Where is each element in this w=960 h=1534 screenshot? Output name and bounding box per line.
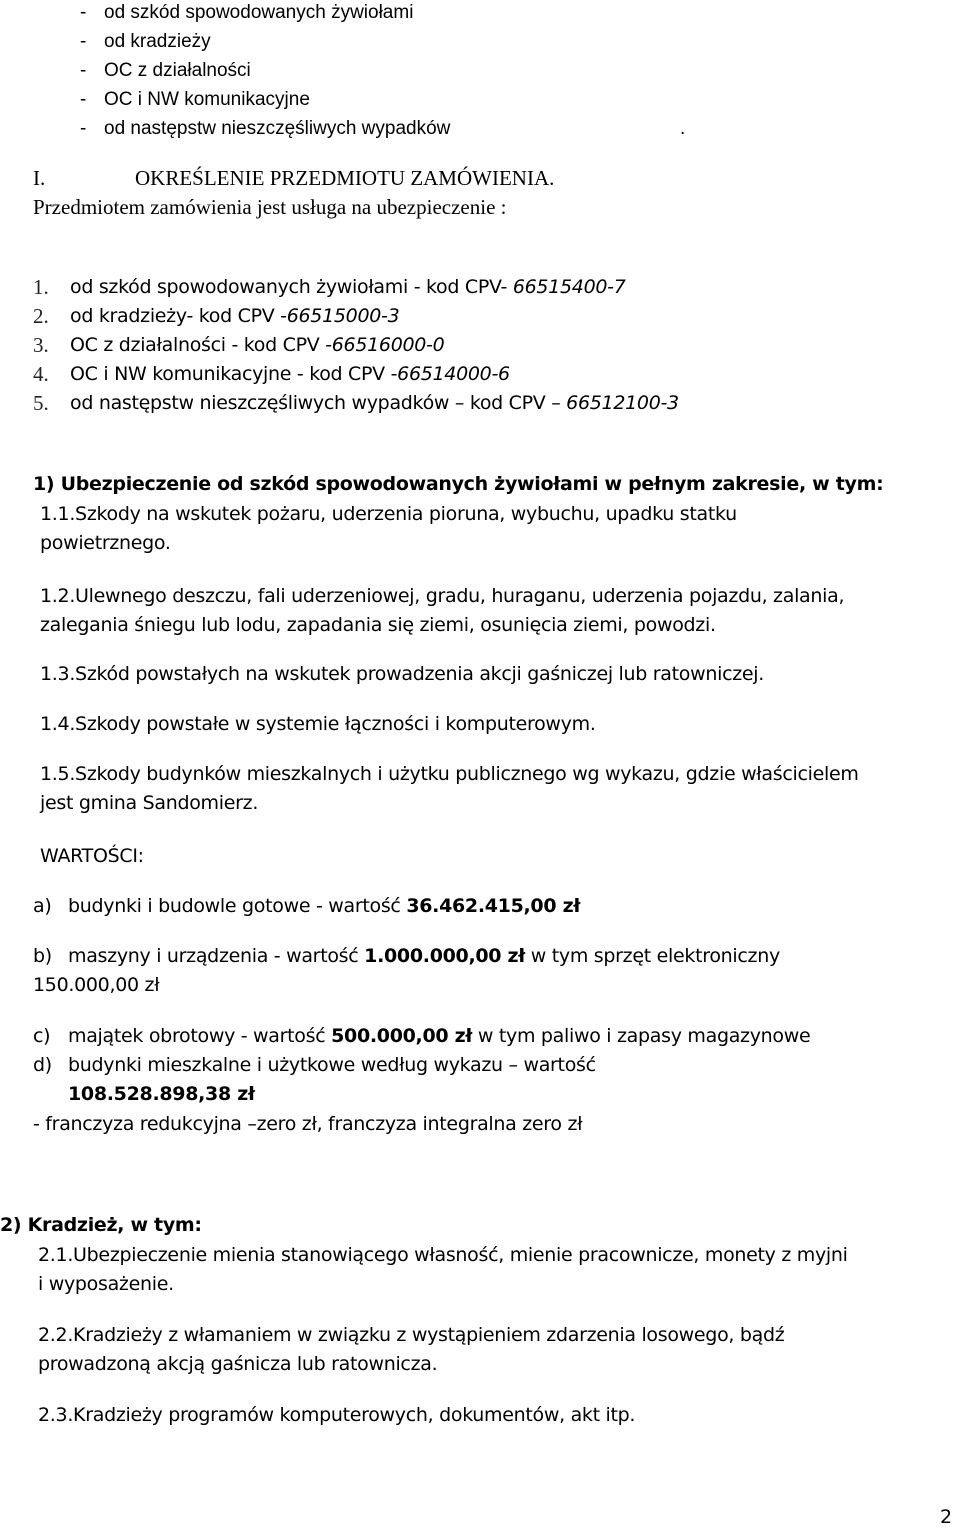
value-marker: b): [33, 945, 52, 967]
value-b: maszyny i urządzenia - wartość 1.000.000,00 zł w tym sprzęt elektroniczny: [68, 945, 780, 967]
part2-item-2-line1: 2.2.Kradzieży z włamaniem w związku z wystąpieniem zdarzenia losowego, bądź: [38, 1324, 785, 1346]
list-dash: -: [80, 60, 87, 81]
cpv-code: 66516000-0: [331, 334, 445, 356]
list-item: OC i NW komunikacyjne - kod CPV -66514000-6: [70, 363, 510, 385]
list-number: 2.: [33, 304, 49, 328]
list-number: 1.: [33, 275, 49, 299]
list-dash: -: [80, 89, 87, 110]
list-dash: -: [80, 118, 87, 139]
part2-item-3: 2.3.Kradzieży programów komputerowych, dokumentów, akt itp.: [38, 1404, 636, 1426]
value-amount: 500.000,00 zł: [331, 1025, 473, 1047]
list-dash: -: [80, 2, 87, 23]
value-amount: 108.528.898,38 zł: [68, 1083, 255, 1105]
section-numeral: I.: [33, 166, 46, 190]
part1-item-5-line1: 1.5.Szkody budynków mieszkalnych i użytku publicznego wg wykazu, gdzie właścicielem: [40, 763, 859, 785]
list-item: od kradzieży: [104, 31, 211, 52]
part1-item-1-line2: powietrznego.: [40, 532, 171, 554]
part2-item-1-line1: 2.1.Ubezpieczenie mienia stanowiącego własność, mienie pracownicze, monety z myjni: [38, 1244, 848, 1266]
list-item: od kradzieży- kod CPV -66515000-3: [70, 305, 400, 327]
value-d: budynki mieszkalne i użytkowe według wykazu – wartość: [68, 1054, 596, 1076]
cpv-code: 66515400-7: [512, 276, 626, 298]
part1-item-3: 1.3.Szkód powstałych na wskutek prowadzenia akcji gaśniczej lub ratowniczej.: [40, 663, 764, 685]
trailing-dot: .: [680, 118, 686, 139]
values-label: WARTOŚCI:: [40, 845, 144, 867]
list-item: od szkód spowodowanych żywiołami - kod CPV- 66515400-7: [70, 276, 626, 298]
section-intro: Przedmiotem zamówienia jest usługa na ubezpieczenie :: [33, 195, 507, 219]
value-marker: d): [33, 1054, 52, 1076]
value-amount: 36.462.415,00 zł: [406, 895, 581, 917]
value-c: majątek obrotowy - wartość 500.000,00 zł w tym paliwo i zapasy magazynowe: [68, 1025, 811, 1047]
list-dash: -: [80, 31, 87, 52]
list-item: OC z działalności: [104, 60, 251, 81]
part2-item-2-line2: prowadzoną akcją gaśnicza lub ratownicza.: [38, 1353, 438, 1375]
list-number: 3.: [33, 333, 49, 357]
part1-item-2-line1: 1.2.Ulewnego deszczu, fali uderzeniowej, gradu, huraganu, uderzenia pojazdu, zalania,: [40, 585, 845, 607]
section-title: OKREŚLENIE PRZEDMIOTU ZAMÓWIENIA.: [135, 166, 555, 190]
part1-item-1-line1: 1.1.Szkody na wskutek pożaru, uderzenia pioruna, wybuchu, upadku statku: [40, 503, 737, 525]
part1-item-5-line2: jest gmina Sandomierz.: [40, 792, 259, 814]
cpv-code: 66515000-3: [286, 305, 400, 327]
part1-item-2-line2: zalegania śniegu lub lodu, zapadania się ziemi, osunięcia ziemi, powodzi.: [40, 614, 716, 636]
part1-heading: 1) Ubezpieczenie od szkód spowodowanych żywiołami w pełnym zakresie, w tym:: [33, 473, 884, 495]
part2-item-1-line2: i wyposażenie.: [38, 1273, 174, 1295]
cpv-code: 66514000-6: [397, 363, 510, 385]
cpv-code: 66512100-3: [566, 392, 679, 414]
part1-item-4: 1.4.Szkody powstałe w systemie łączności i komputerowym.: [40, 713, 596, 735]
list-number: 4.: [33, 362, 49, 386]
page-number: 2: [940, 1506, 952, 1528]
value-b-line2: 150.000,00 zł: [33, 974, 160, 996]
value-amount: 1.000.000,00 zł: [364, 945, 526, 967]
list-number: 5.: [33, 391, 49, 415]
list-item: OC z działalności - kod CPV -66516000-0: [70, 334, 445, 356]
part2-heading: 2) Kradzież, w tym:: [0, 1214, 202, 1236]
value-a: budynki i budowle gotowe - wartość 36.462.415,00 zł: [68, 895, 581, 917]
franchise-note: - franczyza redukcyjna –zero zł, franczyza integralna zero zł: [33, 1113, 583, 1135]
value-marker: a): [33, 895, 52, 917]
list-item: od następstw nieszczęśliwych wypadków: [104, 118, 451, 139]
list-item: od następstw nieszczęśliwych wypadków – kod CPV – 66512100-3: [70, 392, 679, 414]
list-item: OC i NW komunikacyjne: [104, 89, 310, 110]
list-item: od szkód spowodowanych żywiołami: [104, 2, 414, 23]
value-marker: c): [33, 1025, 51, 1047]
